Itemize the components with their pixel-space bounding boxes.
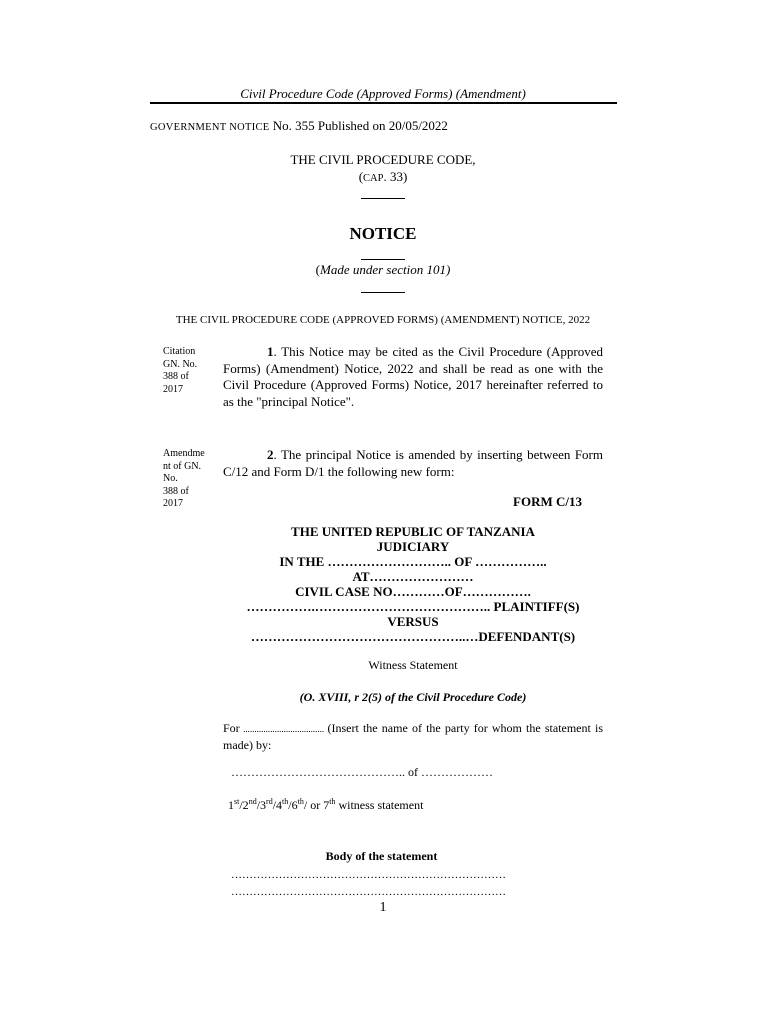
form-defendant: …………………………………………..…DEFENDANT(S) — [250, 629, 576, 644]
made-under — [150, 262, 616, 278]
section-2-number: 2 — [267, 447, 274, 462]
made-under-open: ( — [315, 262, 320, 277]
body-lines — [231, 867, 506, 901]
body-line: ………………………………………………………………… — [231, 886, 506, 898]
of-line: …………………………………….. of ……………… — [231, 765, 493, 779]
notice-title: THE CIVIL PROCEDURE CODE (APPROVED FORMS) (AMENDMENT) NOTICE, 2022 — [175, 314, 591, 326]
for-instruction: (Insert the name of the party for whom the statement is made) by: — [223, 721, 604, 752]
form-versus: VERSUS — [387, 614, 439, 629]
form-case-no: CIVIL CASE NO…………OF……………. — [295, 584, 531, 599]
ordinal-suffix: th — [297, 797, 304, 806]
form-number: FORM C/13 — [513, 494, 582, 509]
divider-2 — [361, 259, 405, 260]
body-heading: Body of the statement — [325, 849, 438, 863]
margin-note-line: 388 of — [163, 485, 189, 497]
cap-open: ( — [358, 169, 364, 184]
order-reference: (O. XVIII, r 2(5) of the Civil Procedure Code) — [299, 690, 527, 704]
form-court: IN THE ……………………….. OF …………….. — [279, 554, 547, 569]
notice-heading: NOTICE — [349, 224, 417, 243]
made-under-text: Made under section 101) — [320, 262, 451, 277]
ordinal-suffix: th — [282, 797, 289, 806]
for-paragraph — [223, 720, 603, 753]
ordinal-tail: witness statement — [335, 798, 424, 812]
margin-note-line: GN. No. — [163, 358, 198, 370]
cap-number: . 33) — [383, 169, 408, 184]
for-label: For — [223, 721, 240, 735]
divider-3 — [361, 292, 405, 293]
margin-note-citation — [163, 346, 215, 396]
margin-note-line: Citation — [163, 346, 196, 357]
ordinal-suffix: th — [329, 797, 336, 806]
ordinal-suffix: rd — [266, 797, 273, 806]
margin-note-line: nt of GN. — [163, 460, 202, 472]
margin-note-line: No. — [163, 473, 178, 484]
gazette-prefix: GOVERNMENT NOTICE — [150, 122, 270, 133]
ordinal-part: / or 7 — [303, 798, 330, 812]
margin-note-line: 2017 — [163, 498, 183, 509]
witness-ordinal-line — [228, 798, 423, 813]
ordinal-part: /4 — [272, 798, 283, 812]
divider-1 — [361, 198, 405, 199]
cap-label: CAP — [363, 173, 384, 184]
witness-statement-title: Witness Statement — [368, 658, 458, 672]
margin-note-amendment — [163, 448, 215, 511]
form-judiciary: JUDICIARY — [376, 539, 450, 554]
form-heading-block — [223, 524, 603, 644]
margin-note-line: 388 of — [163, 371, 189, 382]
ordinal-part: /3 — [256, 798, 267, 812]
form-republic: THE UNITED REPUBLIC OF TANZANIA — [291, 524, 535, 539]
section-2-paragraph — [223, 447, 603, 480]
section-2-text: . The principal Notice is amended by inserting between Form C/12 and Form D/1 the following new form: — [223, 447, 603, 479]
section-1-number: 1 — [267, 344, 274, 359]
form-plaintiff: …………….………………………………….. PLAINTIFF(S) — [246, 599, 580, 614]
ordinal-part: /2 — [239, 798, 249, 812]
gazette-details: No. 355 Published on 20/05/2022 — [269, 118, 448, 133]
body-line: ………………………………………………………………… — [231, 869, 506, 881]
page-number: 1 — [379, 900, 387, 915]
for-blank: .................................... — [239, 724, 328, 734]
gazette-line — [150, 118, 448, 134]
act-cap — [150, 169, 616, 185]
act-name: THE CIVIL PROCEDURE CODE, — [290, 152, 476, 167]
running-header: Civil Procedure Code (Approved Forms) (Amendment) — [240, 86, 526, 101]
header-rule — [150, 102, 617, 104]
section-1-paragraph — [223, 344, 603, 410]
margin-note-line: Amendme — [163, 448, 205, 459]
margin-note-line: 2017 — [163, 383, 183, 395]
ordinal-part: /6 — [288, 798, 298, 812]
ordinal-part: 1 — [228, 798, 234, 812]
ordinal-suffix: nd — [248, 797, 257, 806]
ordinal-suffix: st — [234, 797, 240, 806]
form-location: AT…………………… — [352, 569, 474, 584]
section-1-text: . This Notice may be cited as the Civil Procedure (Approved Forms) (Amendment) Notice, 2022 and shall be read as one with the Civil Procedure (Approved Forms) Notice, 2017 hereinafter referred to as the "principal Notice". — [223, 344, 603, 409]
